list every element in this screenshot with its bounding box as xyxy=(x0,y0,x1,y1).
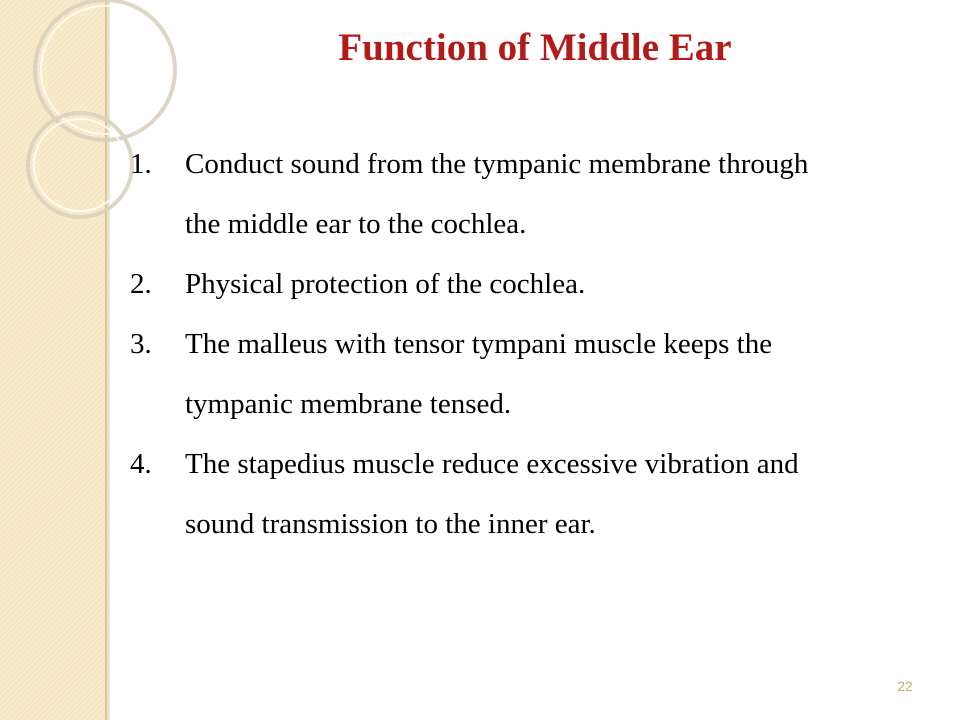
list-item-line: sound transmission to the inner ear. xyxy=(185,508,596,540)
list-item xyxy=(130,329,950,420)
list-item-line: the middle ear to the cochlea. xyxy=(185,208,527,240)
list-item-line: The malleus with tensor tympani muscle keeps the xyxy=(185,328,773,360)
list-item-line: Physical protection of the cochlea. xyxy=(185,268,586,300)
list-item-number: 2. xyxy=(130,268,152,300)
slide-title: Function of Middle Ear xyxy=(338,26,732,69)
list-item xyxy=(130,269,950,300)
list-item-text xyxy=(185,449,950,540)
list-item-line: tympanic membrane tensed. xyxy=(185,388,512,420)
page-number: 22 xyxy=(897,678,913,694)
list-item xyxy=(130,149,950,240)
list-item-number: 4. xyxy=(130,448,152,480)
list-item-text xyxy=(185,329,950,420)
list-item xyxy=(130,449,950,540)
list-item-line: Conduct sound from the tympanic membrane through xyxy=(185,148,809,180)
list-item-line: The stapedius muscle reduce excessive vibration and xyxy=(185,448,799,480)
list-item-number: 1. xyxy=(130,148,152,180)
list-item-number: 3. xyxy=(130,328,152,360)
list-item-text xyxy=(185,149,950,240)
function-list xyxy=(130,149,950,569)
list-item-text xyxy=(185,269,950,300)
